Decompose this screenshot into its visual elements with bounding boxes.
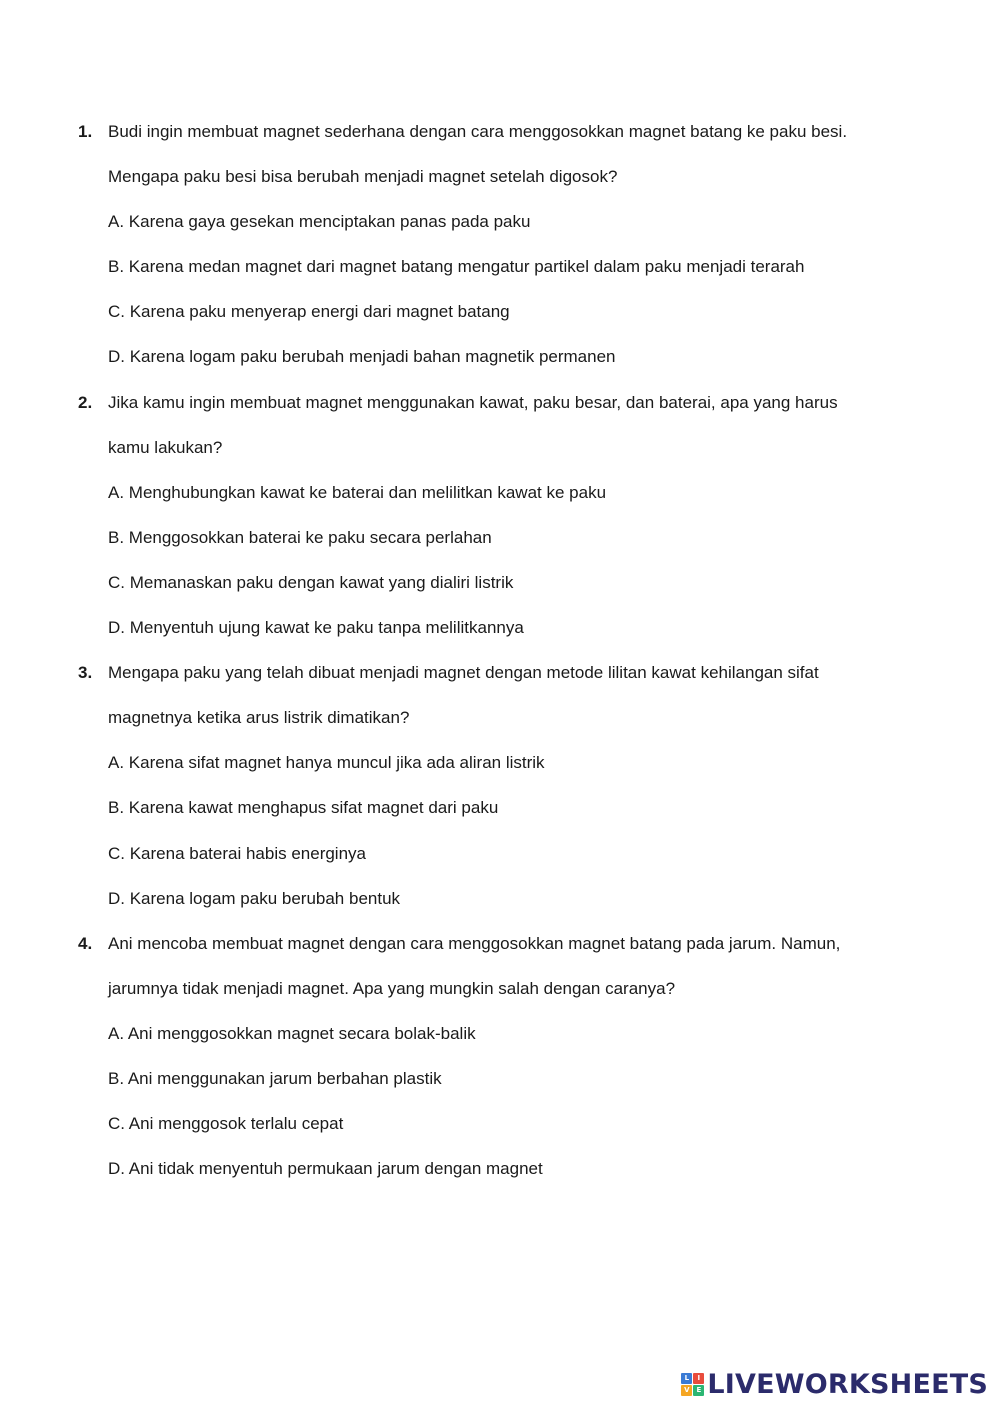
question-text: kamu lakukan? (108, 437, 223, 457)
option-c[interactable] (78, 836, 938, 881)
option-text: B. Menggosokkan baterai ke paku secara perlahan (108, 527, 492, 547)
logo-cell: E (693, 1385, 704, 1396)
option-text: D. Ani tidak menyentuh permukaan jarum dengan magnet (108, 1159, 543, 1179)
question-number: 3. (78, 663, 93, 683)
logo-cell: L (681, 1373, 692, 1384)
question-line (78, 159, 938, 204)
logo-cell: I (693, 1373, 704, 1384)
question-line (78, 926, 938, 971)
option-d[interactable] (78, 339, 938, 384)
option-text: B. Ani menggunakan jarum berbahan plastik (108, 1068, 442, 1088)
option-text: B. Karena kawat menghapus sifat magnet dari paku (108, 798, 499, 818)
option-text: C. Karena baterai habis energinya (108, 843, 366, 863)
option-d[interactable] (78, 1151, 938, 1196)
question-text: Ani mencoba membuat magnet dengan cara menggosokkan magnet batang pada jarum. Namun, (108, 933, 841, 953)
option-text: A. Ani menggosokkan magnet secara bolak-balik (108, 1023, 476, 1043)
question-text: Budi ingin membuat magnet sederhana dengan cara menggosokkan magnet batang ke paku besi. (108, 122, 848, 141)
logo-cell: V (681, 1385, 692, 1396)
option-b[interactable] (78, 249, 938, 294)
option-text: D. Menyentuh ujung kawat ke paku tanpa melilitkannya (108, 618, 524, 638)
option-text: C. Karena paku menyerap energi dari magnet batang (108, 302, 510, 322)
logo-text: LIVEWORKSHEETS (707, 1368, 988, 1400)
question-text: magnetnya ketika arus listrik dimatikan? (108, 708, 410, 728)
option-text: A. Karena gaya gesekan menciptakan panas pada paku (108, 212, 531, 232)
question-text: Mengapa paku yang telah dibuat menjadi magnet dengan metode lilitan kawat kehilangan sifat (108, 663, 819, 683)
option-text: A. Karena sifat magnet hanya muncul jika ada aliran listrik (108, 753, 545, 773)
question-text: Mengapa paku besi bisa berubah menjadi magnet setelah digosok? (108, 167, 618, 187)
option-text: B. Karena medan magnet dari magnet batang mengatur partikel dalam paku menjadi terarah (108, 257, 805, 277)
option-a[interactable] (78, 204, 938, 249)
question-line (78, 655, 938, 700)
option-text: A. Menghubungkan kawat ke baterai dan melilitkan kawat ke paku (108, 482, 607, 502)
question-1 (78, 114, 938, 385)
question-line (78, 385, 938, 430)
option-b[interactable] (78, 520, 938, 565)
question-3 (78, 655, 938, 926)
question-4 (78, 926, 938, 1197)
option-b[interactable] (78, 1061, 938, 1106)
option-text: C. Ani menggosok terlalu cepat (108, 1114, 344, 1134)
question-line (78, 430, 938, 475)
question-2 (78, 385, 938, 656)
option-c[interactable] (78, 565, 938, 610)
question-text: jarumnya tidak menjadi magnet. Apa yang mungkin salah dengan caranya? (108, 978, 676, 998)
question-text: Jika kamu ingin membuat magnet menggunakan kawat, paku besar, dan baterai, apa yang harus (108, 392, 838, 412)
option-c[interactable] (78, 1106, 938, 1151)
option-text: D. Karena logam paku berubah bentuk (108, 888, 401, 908)
question-line (78, 700, 938, 745)
question-line (78, 114, 938, 159)
liveworksheets-logo (681, 1366, 988, 1402)
option-d[interactable] (78, 881, 938, 926)
question-number: 2. (78, 392, 93, 412)
option-c[interactable] (78, 294, 938, 339)
question-line (78, 971, 938, 1016)
question-number: 4. (78, 933, 93, 953)
logo-mark-icon (681, 1373, 704, 1396)
option-d[interactable] (78, 610, 938, 655)
option-a[interactable] (78, 1016, 938, 1061)
question-number: 1. (78, 122, 93, 141)
option-a[interactable] (78, 475, 938, 520)
option-text: C. Memanaskan paku dengan kawat yang dialiri listrik (108, 572, 514, 592)
option-text: D. Karena logam paku berubah menjadi bahan magnetik permanen (108, 347, 616, 367)
option-b[interactable] (78, 790, 938, 835)
option-a[interactable] (78, 745, 938, 790)
question-list (78, 114, 938, 1196)
